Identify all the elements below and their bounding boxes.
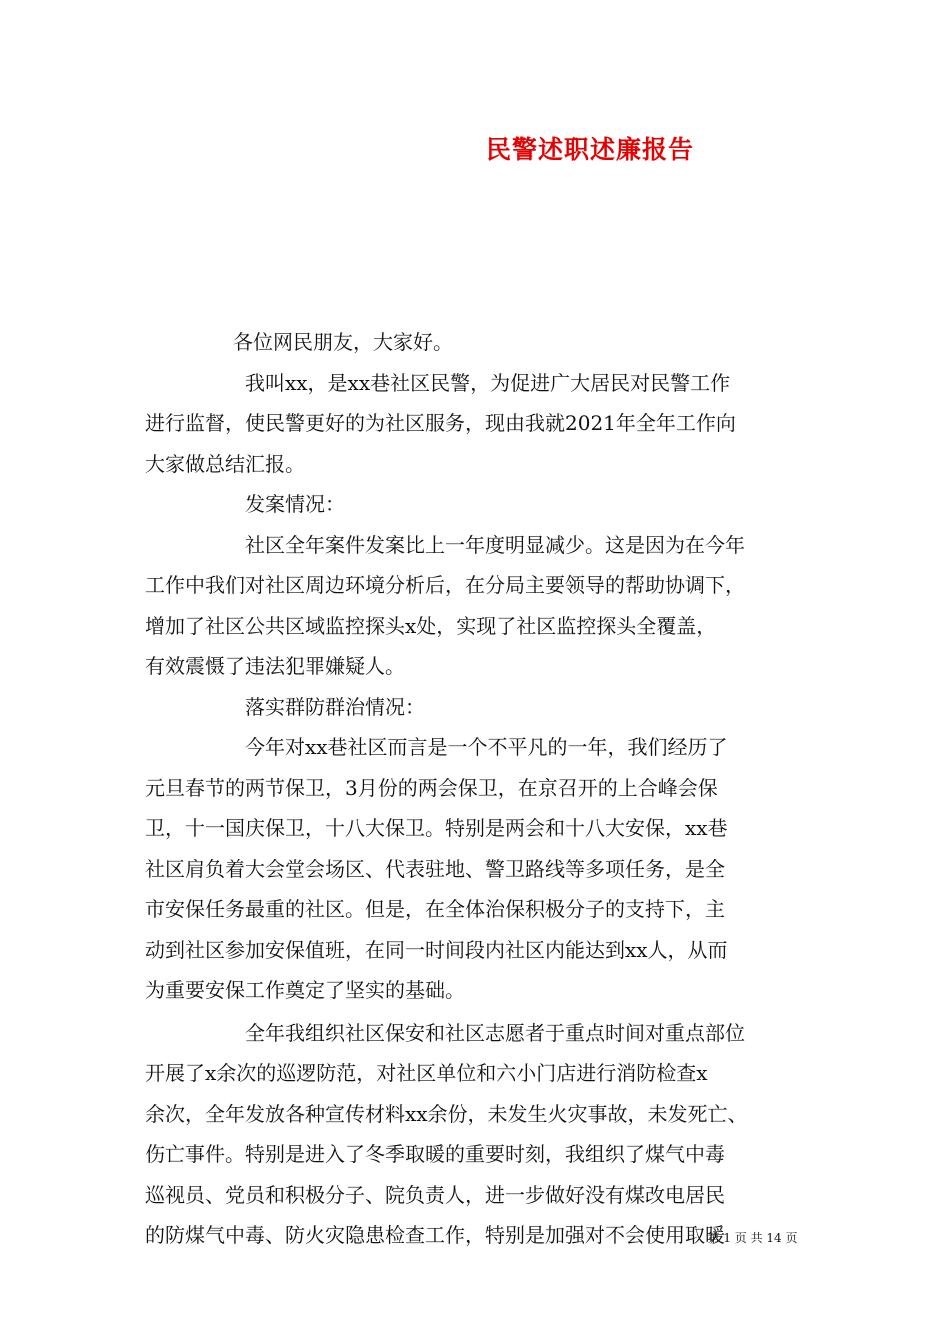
- paragraph-line: 元旦春节的两节保卫，3月份的两会保卫，在京召开的上合峰会保: [145, 775, 718, 800]
- paragraph-line: 开展了x余次的巡逻防范，对社区单位和六小门店进行消防检查x: [145, 1061, 708, 1085]
- paragraph-line: 卫，十一国庆保卫，十八大保卫。特别是两会和十八大安保，xx巷: [145, 816, 728, 840]
- paragraph-line: 有效震慑了违法犯罪嫌疑人。: [145, 654, 405, 678]
- paragraph-line: 的防煤气中毒、防火灾隐患检查工作，特别是加强对不会使用取暖: [145, 1223, 725, 1247]
- paragraph-line: 我叫xx，是xx巷社区民警，为促进广大居民对民警工作: [245, 370, 731, 395]
- section-heading: 发案情况：: [245, 492, 345, 516]
- document-title: 民警述职述廉报告: [485, 135, 694, 164]
- paragraph-line: 巡视员、党员和积极分子、院负责人，进一步做好没有煤改电居民: [145, 1182, 725, 1207]
- paragraph-line: 动到社区参加安保值班，在同一时间段内社区内能达到xx人，从而: [145, 937, 728, 962]
- paragraph-line: 社区肩负着大会堂会场区、代表驻地、警卫路线等多项任务，是全: [145, 856, 725, 881]
- paragraph-line: 全年我组织社区保安和社区志愿者于重点时间对重点部位: [245, 1020, 745, 1045]
- section-heading: 落实群防群治情况：: [245, 694, 425, 719]
- greeting-line: 各位网民朋友，大家好。: [233, 330, 453, 354]
- paragraph-line: 伤亡事件。特别是进入了冬季取暖的重要时刻，我组织了煤气中毒: [145, 1142, 725, 1166]
- paragraph-line: 进行监督，使民警更好的为社区服务，现由我就2021年全年工作向: [145, 411, 736, 435]
- paragraph-line: 社区全年案件发案比上一年度明显减少。这是因为在今年: [245, 532, 745, 557]
- paragraph-line: 为重要安保工作奠定了坚实的基础。: [145, 978, 465, 1002]
- page-number: 第 1 页 共 14 页: [707, 1231, 798, 1245]
- paragraph-line: 大家做总结汇报。: [145, 451, 305, 476]
- document-body: [145, 322, 810, 1256]
- paragraph-line: 工作中我们对社区周边环境分析后，在分局主要领导的帮助协调下，: [145, 573, 745, 597]
- paragraph-line: 增加了社区公共区域监控探头x处，实现了社区监控探头全覆盖，: [145, 613, 717, 638]
- paragraph-line: 市安保任务最重的社区。但是，在全体治保积极分子的支持下，主: [145, 897, 725, 921]
- paragraph-line: 今年对xx巷社区而言是一个不平凡的一年，我们经历了: [245, 735, 728, 759]
- paragraph-line: 余次，全年发放各种宣传材料xx余份，未发生火灾事故，未发死亡、: [145, 1101, 748, 1126]
